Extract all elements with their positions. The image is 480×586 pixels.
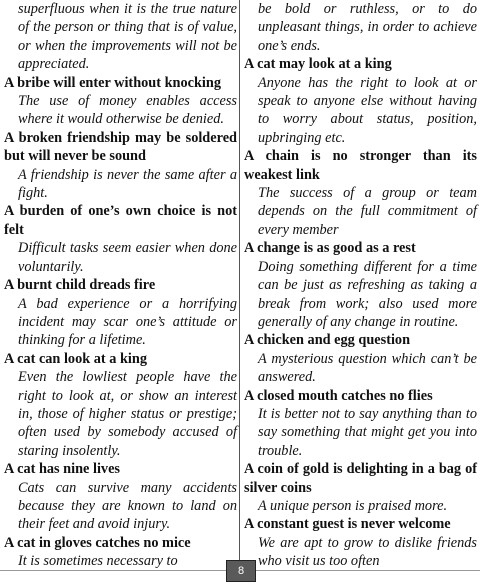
- proverb-definition: A mysterious question which can’t be answered.: [258, 350, 477, 386]
- right-column: [244, 0, 477, 571]
- proverb-definition: We are apt to grow to dislike friends who visit us too often: [258, 534, 477, 570]
- proverb-definition: A bad experience or a horrifying incident may scar one’s attitude or thinking for a lifetime.: [18, 295, 237, 349]
- continuation-text: be bold or ruthless, or to do unpleasant things, in order to achieve one’s ends.: [258, 1, 477, 54]
- proverb-definition: Even the lowliest people have the right to look at, or show an interest in, those of higher status or prestige; often used by somebody accused of staring insolently.: [18, 369, 237, 459]
- proverb-heading: A cat may look at a king: [244, 56, 392, 73]
- proverb-entry: [244, 387, 477, 461]
- proverb-heading: A bribe will enter without knocking: [4, 74, 221, 91]
- proverb-heading: A change is as good as a rest: [244, 240, 416, 257]
- proverb-heading: A coin of gold is delighting in a bag of silver coins: [244, 461, 477, 496]
- proverb-entry: [244, 239, 477, 331]
- proverb-definition: A unique person is praised more.: [258, 497, 448, 514]
- proverb-definition: Cats can survive many accidents because they are known to land on their feet and avoid injury.: [18, 479, 237, 533]
- page-number: 8: [226, 560, 256, 582]
- proverb-entry: [244, 147, 477, 239]
- page-footer: [0, 560, 480, 580]
- proverb-heading: A chain is no stronger than its weakest link: [244, 148, 477, 183]
- proverb-definition: It is sometimes necessary to: [18, 553, 178, 570]
- proverb-definition: The use of money enables access where it would otherwise be denied.: [18, 93, 237, 128]
- left-column: [4, 0, 237, 571]
- proverb-entry: [244, 55, 477, 147]
- proverb-definition: Difficult tasks seem easier when done voluntarily.: [18, 240, 237, 275]
- proverb-definition: Anyone has the right to look at or speak to anyone else without having to worry about status, position, upbringing etc.: [258, 74, 477, 146]
- proverb-definition: Doing something different for a time can be just as refreshing as taking a break from work; also used more generally of any change in routine.: [258, 258, 477, 330]
- proverb-definition: It is better not to say anything than to say something that might get you into trouble.: [258, 405, 477, 459]
- proverb-heading: A closed mouth catches no flies: [244, 387, 433, 404]
- proverb-entry: [4, 350, 237, 460]
- proverb-definition: A friendship is never the same after a fight.: [18, 166, 237, 202]
- proverb-definition: The success of a group or team depends on the full commitment of every member: [258, 185, 477, 238]
- proverb-heading: A burden of one’s own choice is not felt: [4, 203, 237, 238]
- proverb-entry: [4, 202, 237, 276]
- proverb-heading: A chicken and egg question: [244, 332, 411, 349]
- proverb-heading: A broken friendship may be soldered but will never be sound: [4, 129, 237, 165]
- proverb-entry: [244, 331, 477, 386]
- proverb-heading: A constant guest is never welcome: [244, 516, 451, 533]
- continuation-text: superfluous when it is the true nature of the person or thing that is of value, or when the improvements will not be appreciated.: [18, 1, 237, 73]
- proverb-entry: [4, 129, 237, 203]
- proverb-heading: A cat has nine lives: [4, 461, 120, 478]
- proverb-heading: A burnt child dreads fire: [4, 277, 156, 294]
- proverb-entry: [4, 276, 237, 350]
- proverb-entry: [4, 460, 237, 534]
- proverb-heading: A cat in gloves catches no mice: [4, 534, 191, 551]
- proverb-entry: [4, 74, 237, 129]
- column-divider: [239, 0, 240, 560]
- proverb-heading: A cat can look at a king: [4, 350, 147, 367]
- proverb-entry: [244, 460, 477, 515]
